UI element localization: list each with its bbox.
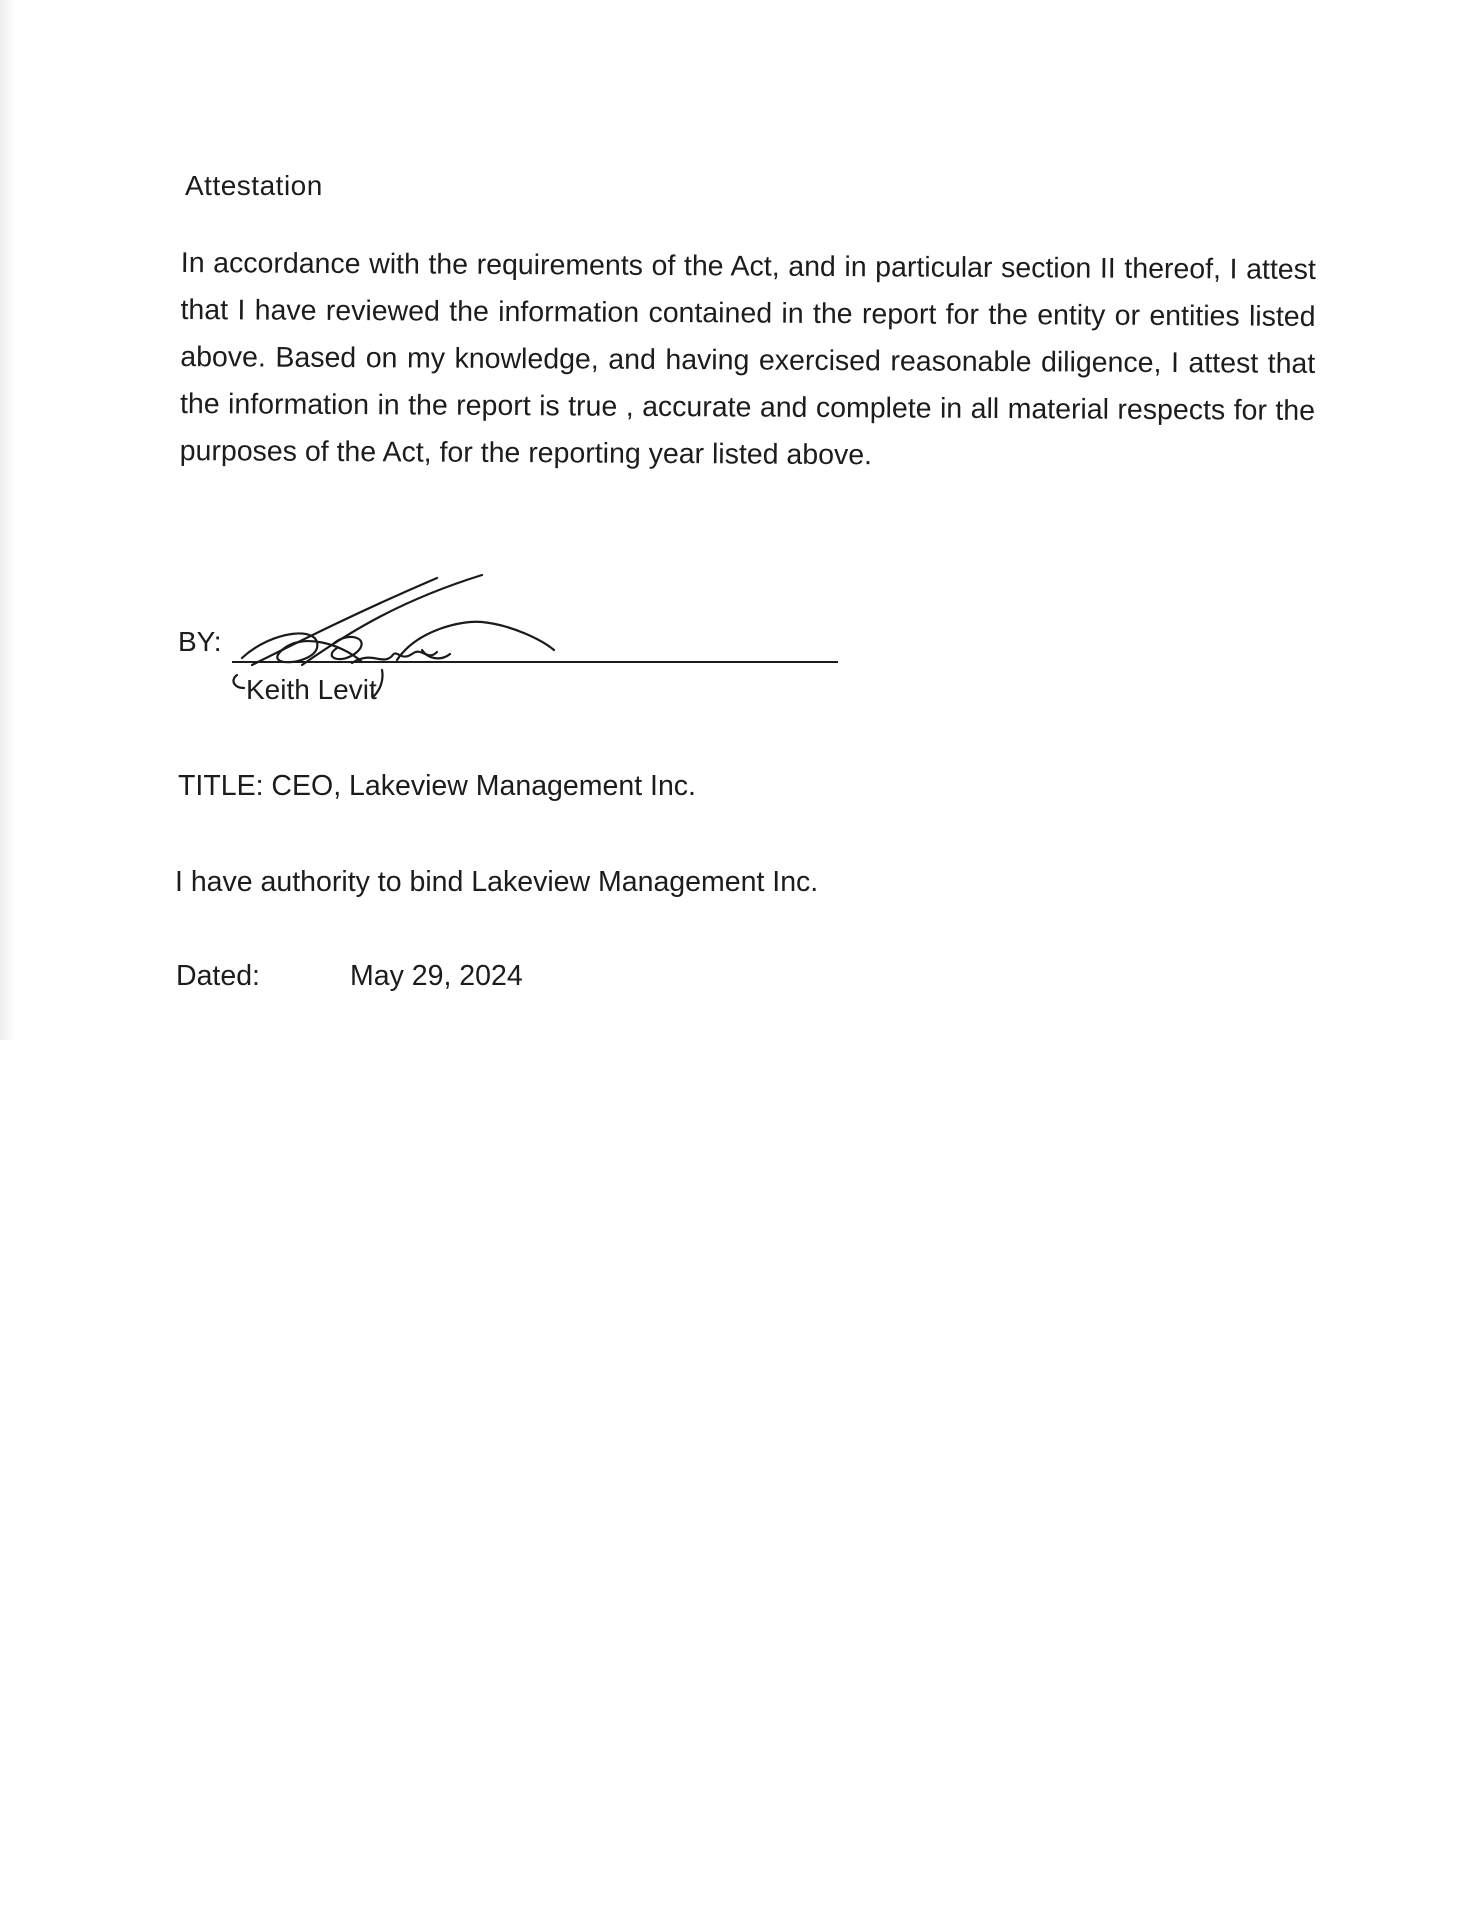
authority-statement: I have authority to bind Lakeview Management Inc. xyxy=(175,866,819,898)
dated-value: May 29, 2024 xyxy=(350,960,523,992)
scan-shadow-edge xyxy=(0,0,14,1040)
signer-title: TITLE: CEO, Lakeview Management Inc. xyxy=(178,770,696,802)
dated-label: Dated: xyxy=(176,960,260,992)
attestation-paragraph: In accordance with the requirements of the Act, and in particular section II thereof, I attest that I have reviewed the information contained in the report for the entity or entities listed above. Based on my knowledge, and having exercised reasonable diligence, I attest that the information in the report is true , accurate and complete in all material respects for the purposes of the Act, for the reporting year listed above. xyxy=(179,246,1316,472)
signer-name: Keith Levit xyxy=(246,674,377,705)
by-label: BY: xyxy=(178,626,222,657)
attestation-heading: Attestation xyxy=(185,170,323,201)
